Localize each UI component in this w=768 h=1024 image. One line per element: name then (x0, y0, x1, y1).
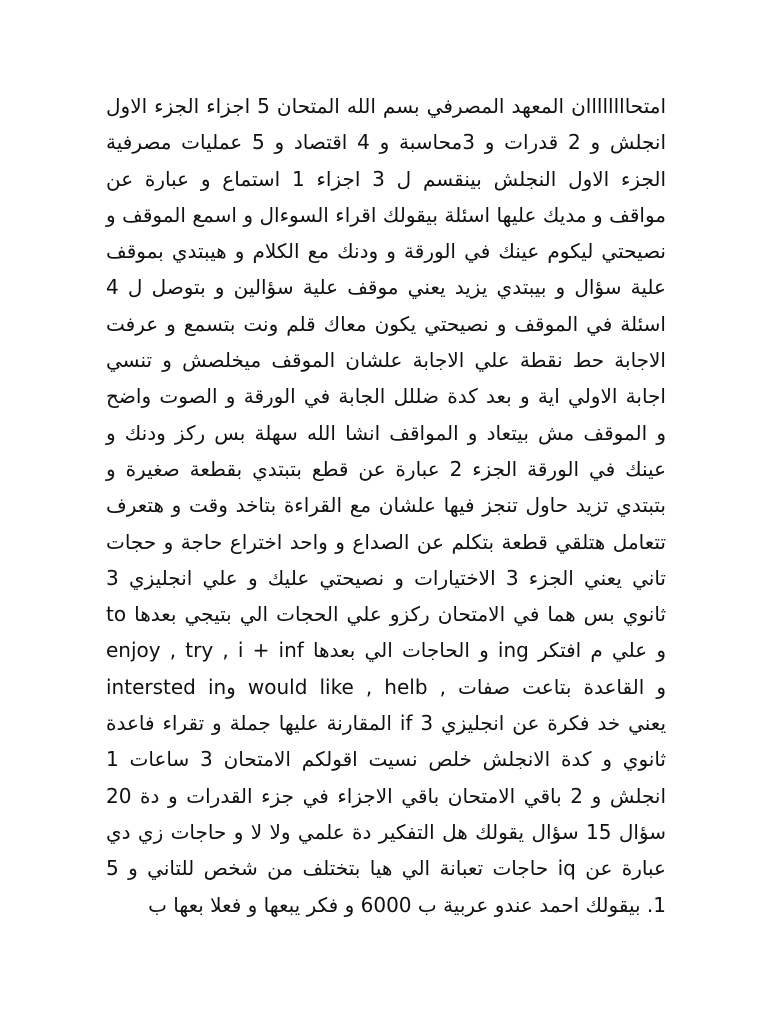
text-line: يعني خد فكرة عن انجليزي if 3 المقارنة عليها جملة و تقراء فاعدة (106, 711, 667, 736)
text-line: سؤال 15 سؤال يقولك هل التفكير دة علمي ولا لا و حاجات زي دي (106, 819, 666, 844)
text-line: نصيحتي ليكوم عينك في الورقة و ودنك مع الكلام و هيبتدي بموقف (106, 239, 666, 264)
text-line: الاجابة حط نقطة علي الاجابة علشان الموقف ميخلصش و تنسي (106, 348, 666, 373)
text-line: اسئلة في الموقف و نصيحتي يكون معاك قلم ونت بتسمع و عرفت (106, 311, 666, 336)
text-line: تاني يعني الجزء 3 الاختيارات و نصيحتي عليك و علي انجليزي 3 (106, 565, 666, 590)
text-line: ثانوي بس هما في الامتحان ركزو علي الحجات الي بتيجي بعدها to (106, 602, 666, 627)
text-line: 1. بيقولك احمد عندو عربية ب 6000 و فكر يبعها و فعلا بعها ب (148, 892, 666, 917)
text-line: ثانوي و كدة الانجلش خلص نسيت اقولكم الامتحان 3 ساعات 1 (106, 747, 666, 772)
text-line: عينك في الورقة الجزء 2 عبارة عن قطع بتبتدي بقطعة صغيرة و (106, 456, 667, 481)
text-line: و القاعدة بتاعت صفات , would like , helb وintersted in (106, 674, 666, 699)
text-line: علية سؤال و بيبتدي يزيد يعني موقف علية سؤالين و بتوصل ل 4 (106, 275, 666, 300)
text-line: بتبتدي تزيد حاول تنجز فيها علشان مع القراءة بتاخد وقت و هتعرف (106, 493, 666, 518)
text-line: امتحاااااااان المعهد المصرفي بسم الله المتحان 5 اجزاء الجزء الاول (106, 94, 667, 118)
text-line: عبارة عن iq حاجات تعبانة الي هيا بتختلف من شخص للتاني و 5 (106, 856, 666, 881)
document-text (106, 88, 666, 923)
text-line: و علي م افتكر ing و الحاجات الي بعدها enjoy , try , i + inf (106, 638, 666, 663)
text-line: الجزء الاول النجلش بينقسم ل 3 اجزاء 1 استماع و عبارة عن (106, 166, 667, 191)
text-line: اجابة الاولي اية و بعد كدة ضللل الجابة في الورقة و الصوت واضح (106, 384, 666, 409)
text-line: مواقف و مديك عليها اسئلة بيقولك اقراء السوءال و اسمع الموقف و (106, 202, 666, 227)
text-line: و الموقف مش بيتعاد و المواقف انشا الله سهلة بس ركز ودنك و (106, 420, 666, 445)
text-line: انجلش و 2 باقي الامتحان باقي الاجزاء في جزء القدرات و دة 20 (106, 783, 666, 808)
text-line: تتعامل هتلقي قطعة بتكلم عن الصداع و واحد اختراع حاجة و حجات (106, 529, 666, 554)
text-line: انجلش و 2 قدرات و 3محاسبة و 4 اقتصاد و 5 عمليات مصرفية (106, 130, 667, 155)
